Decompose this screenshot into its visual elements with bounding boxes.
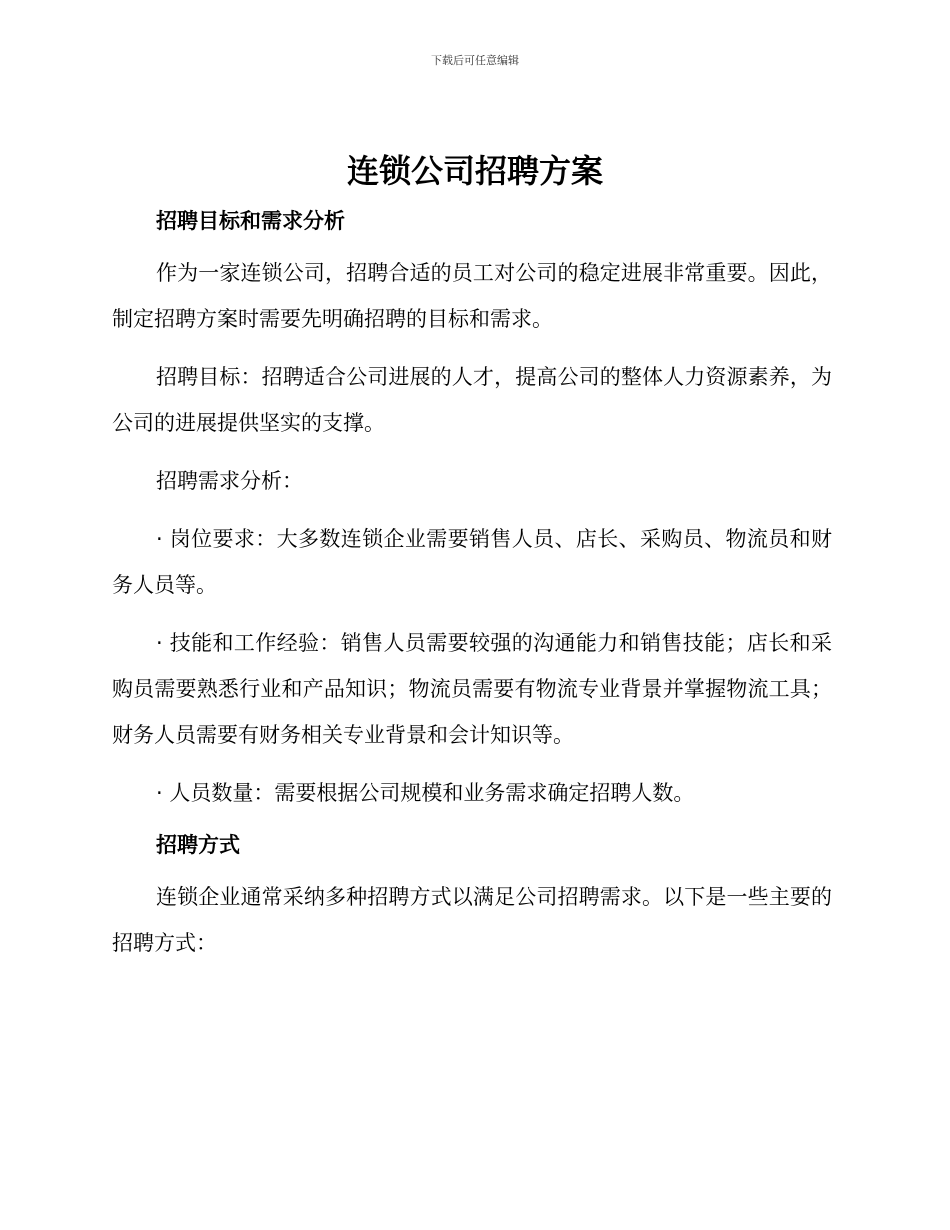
section-heading: 招聘目标和需求分析 — [156, 209, 345, 233]
paragraph: 连锁企业通常采纳多种招聘方式以满足公司招聘需求。以下是一些主要的招聘方式： — [112, 885, 832, 955]
document-body — [112, 204, 832, 966]
list-item: · 岗位要求：大多数连锁企业需要销售人员、店长、采购员、物流员和财务人员等。 — [112, 527, 832, 597]
header-note: 下载后可任意编辑 — [431, 54, 519, 67]
list-item: · 人员数量：需要根据公司规模和业务需求确定招聘人数。 — [156, 781, 695, 805]
paragraph: 招聘需求分析： — [156, 469, 303, 493]
section-heading: 招聘方式 — [156, 833, 240, 857]
paragraph: 作为一家连锁公司，招聘合适的员工对公司的稳定进展非常重要。因此，制定招聘方案时需要先明确招聘的目标和需求。 — [112, 261, 832, 331]
paragraph: 招聘目标：招聘适合公司进展的人才，提高公司的整体人力资源素养，为公司的进展提供坚实的支撑。 — [112, 365, 832, 435]
list-item: · 技能和工作经验：销售人员需要较强的沟通能力和销售技能；店长和采购员需要熟悉行业和产品知识；物流员需要有物流专业背景并掌握物流工具；财务人员需要有财务相关专业背景和会计知识等。 — [112, 631, 832, 747]
document-title: 连锁公司招聘方案 — [346, 152, 603, 190]
